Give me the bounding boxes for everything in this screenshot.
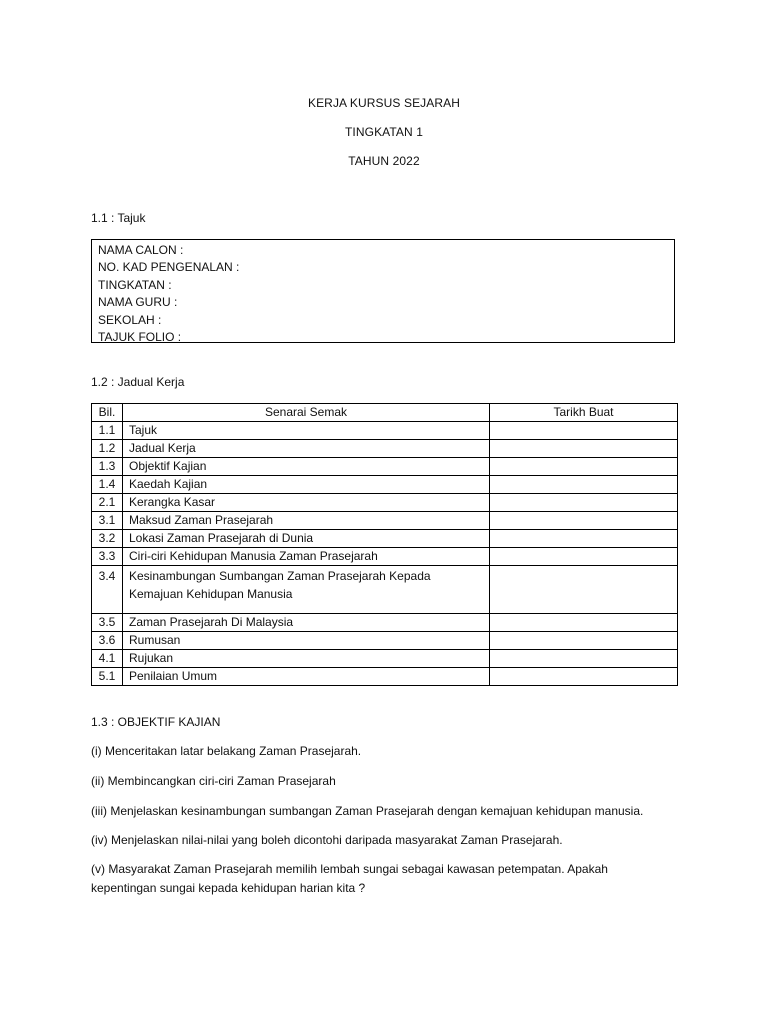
section-1-1-heading: 1.1 : Tajuk [91, 211, 146, 225]
objective-item: (v) Masyarakat Zaman Prasejarah memilih lembah sungai sebagai kawasan petempatan. Apakah [91, 862, 608, 876]
column-header-date: Tarikh Buat [490, 404, 678, 422]
table-row [92, 512, 678, 530]
row-date [490, 476, 678, 494]
row-number: 3.3 [92, 548, 123, 566]
row-date [490, 530, 678, 548]
table-row [92, 476, 678, 494]
row-number: 4.1 [92, 650, 123, 668]
row-date [490, 548, 678, 566]
row-number: 1.3 [92, 458, 123, 476]
row-date [490, 632, 678, 650]
row-number: 2.1 [92, 494, 123, 512]
table-row [92, 530, 678, 548]
row-date [490, 614, 678, 632]
candidate-name-field: NAMA CALON : [98, 243, 184, 257]
school-field: SEKOLAH : [98, 312, 162, 327]
table-row [92, 668, 678, 686]
row-item: Rujukan [123, 650, 490, 668]
row-number: 5.1 [92, 668, 123, 686]
row-item: Ciri-ciri Kehidupan Manusia Zaman Prasejarah [123, 548, 490, 566]
objective-item: (iii) Menjelaskan kesinambungan sumbangan Zaman Prasejarah dengan kemajuan kehidupan manusia. [91, 804, 644, 818]
row-date [490, 458, 678, 476]
row-number: 3.5 [92, 614, 123, 632]
row-date [490, 440, 678, 458]
row-number: 3.6 [92, 632, 123, 650]
row-number: 3.2 [92, 530, 123, 548]
row-item-line-1: Kesinambungan Sumbangan Zaman Prasejarah Kepada [129, 569, 431, 583]
table-row [92, 422, 678, 440]
row-item: Tajuk [123, 422, 490, 440]
row-date [490, 566, 678, 614]
row-number: 3.1 [92, 512, 123, 530]
objective-item: (ii) Membincangkan ciri-ciri Zaman Prasejarah [91, 774, 336, 788]
teacher-name-field: NAMA GURU : [98, 295, 178, 310]
row-item: Objektif Kajian [123, 458, 490, 476]
row-date [490, 650, 678, 668]
row-date [490, 494, 678, 512]
table-row [92, 458, 678, 476]
row-number: 1.2 [92, 440, 123, 458]
row-date [490, 512, 678, 530]
column-header-checklist: Senarai Semak [123, 404, 490, 422]
table-row [92, 548, 678, 566]
document-year: TAHUN 2022 [348, 154, 420, 168]
table-row [92, 494, 678, 512]
row-number: 1.4 [92, 476, 123, 494]
table-header-row [92, 404, 678, 422]
row-number: 3.4 [92, 566, 123, 614]
row-item: Jadual Kerja [123, 440, 490, 458]
column-header-bil: Bil. [92, 404, 123, 422]
section-1-3-heading: 1.3 : OBJEKTIF KAJIAN [91, 715, 221, 729]
table-row [92, 614, 678, 632]
form-level-field: TINGKATAN : [98, 277, 172, 292]
row-item: Lokasi Zaman Prasejarah di Dunia [123, 530, 490, 548]
row-item: Kaedah Kajian [123, 476, 490, 494]
work-schedule-table [91, 403, 678, 686]
row-date [490, 422, 678, 440]
objective-item: (iv) Menjelaskan nilai-nilai yang boleh dicontohi daripada masyarakat Zaman Prasejarah. [91, 833, 563, 847]
row-item-multiline [123, 566, 490, 614]
folio-title-field: TAJUK FOLIO : [98, 330, 182, 345]
id-card-field: NO. KAD PENGENALAN : [98, 260, 240, 275]
document-title: KERJA KURSUS SEJARAH [307, 96, 461, 110]
row-item: Maksud Zaman Prasejarah [123, 512, 490, 530]
row-item-line-2: Kemajuan Kehidupan Manusia [129, 587, 293, 601]
table-row [92, 566, 678, 614]
table-row [92, 440, 678, 458]
section-1-2-heading: 1.2 : Jadual Kerja [91, 375, 185, 389]
table-row [92, 632, 678, 650]
row-item: Kerangka Kasar [123, 494, 490, 512]
row-item: Rumusan [123, 632, 490, 650]
row-item: Penilaian Umum [123, 668, 490, 686]
row-number: 1.1 [92, 422, 123, 440]
candidate-info-box [91, 239, 675, 343]
table-row [92, 650, 678, 668]
objective-item: (i) Menceritakan latar belakang Zaman Prasejarah. [91, 744, 362, 758]
row-item: Zaman Prasejarah Di Malaysia [123, 614, 490, 632]
row-date [490, 668, 678, 686]
document-level: TINGKATAN 1 [345, 125, 423, 139]
objective-item-continued: kepentingan sungai kepada kehidupan harian kita ? [91, 881, 366, 895]
